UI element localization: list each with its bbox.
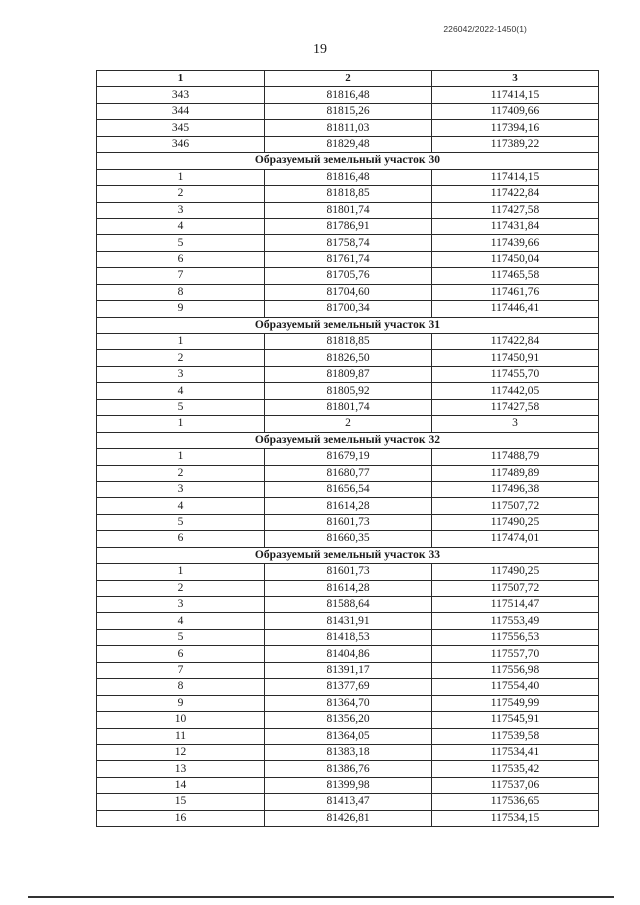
x-coordinate-cell: 81413,47 [265, 794, 432, 810]
x-coordinate-cell: 81816,48 [265, 87, 432, 103]
table-row [97, 580, 599, 596]
page-number: 19 [313, 42, 327, 57]
table-row [97, 366, 599, 382]
point-number-cell: 1 [97, 449, 265, 465]
point-number-cell: 1 [97, 564, 265, 580]
x-coordinate-cell: 81386,76 [265, 761, 432, 777]
x-coordinate-cell: 81801,74 [265, 399, 432, 415]
column-header-point: 1 [97, 71, 265, 87]
point-number-cell: 11 [97, 728, 265, 744]
column-header-y: 3 [432, 71, 599, 87]
y-coordinate-cell: 117556,53 [432, 629, 599, 645]
point-number-cell: 5 [97, 514, 265, 530]
table-row [97, 399, 599, 415]
x-coordinate-cell: 81660,35 [265, 531, 432, 547]
coordinates-table [96, 70, 599, 827]
x-coordinate-cell: 81809,87 [265, 366, 432, 382]
point-number-cell: 4 [97, 218, 265, 234]
x-coordinate-cell: 81815,26 [265, 103, 432, 119]
point-number-cell: 345 [97, 120, 265, 136]
y-coordinate-cell: 117409,66 [432, 103, 599, 119]
point-number-cell: 9 [97, 301, 265, 317]
x-coordinate-cell: 81758,74 [265, 235, 432, 251]
section-header-row [97, 153, 599, 169]
section-header-row [97, 317, 599, 333]
x-coordinate-cell: 81418,53 [265, 629, 432, 645]
y-coordinate-cell: 117442,05 [432, 383, 599, 399]
point-number-cell: 1 [97, 169, 265, 185]
x-coordinate-cell: 81404,86 [265, 646, 432, 662]
x-coordinate-cell: 81700,34 [265, 301, 432, 317]
table-row [97, 810, 599, 826]
x-coordinate-cell: 81399,98 [265, 777, 432, 793]
x-coordinate-cell: 81818,85 [265, 186, 432, 202]
y-coordinate-cell: 117450,91 [432, 350, 599, 366]
table-header [97, 71, 599, 87]
y-coordinate-cell: 117537,06 [432, 777, 599, 793]
x-coordinate-cell: 81377,69 [265, 679, 432, 695]
y-coordinate-cell: 117536,65 [432, 794, 599, 810]
y-coordinate-cell: 117507,72 [432, 498, 599, 514]
table-row [97, 301, 599, 317]
x-coordinate-cell: 81826,50 [265, 350, 432, 366]
table-row [97, 744, 599, 760]
point-number-cell: 2 [97, 465, 265, 481]
x-coordinate-cell: 81391,17 [265, 662, 432, 678]
section-header-row [97, 432, 599, 448]
y-coordinate-cell: 117556,98 [432, 662, 599, 678]
point-number-cell: 3 [97, 366, 265, 382]
table-row [97, 202, 599, 218]
table-row [97, 416, 599, 432]
section-title: Образуемый земельный участок 33 [97, 547, 599, 563]
x-coordinate-cell: 81431,91 [265, 613, 432, 629]
bottom-divider [28, 896, 614, 898]
point-number-cell: 6 [97, 646, 265, 662]
table-row [97, 465, 599, 481]
point-number-cell: 5 [97, 629, 265, 645]
y-coordinate-cell: 117414,15 [432, 169, 599, 185]
table-row [97, 613, 599, 629]
point-number-cell: 13 [97, 761, 265, 777]
table-row [97, 383, 599, 399]
y-coordinate-cell: 117422,84 [432, 186, 599, 202]
y-coordinate-cell: 117450,04 [432, 251, 599, 267]
x-coordinate-cell: 81588,64 [265, 597, 432, 613]
table-row [97, 629, 599, 645]
x-coordinate-cell: 81811,03 [265, 120, 432, 136]
y-coordinate-cell: 117488,79 [432, 449, 599, 465]
table-row [97, 564, 599, 580]
section-header-row [97, 547, 599, 563]
table-row [97, 169, 599, 185]
point-number-cell: 344 [97, 103, 265, 119]
table-row [97, 120, 599, 136]
point-number-cell: 7 [97, 268, 265, 284]
y-coordinate-cell: 117534,15 [432, 810, 599, 826]
point-number-cell: 5 [97, 399, 265, 415]
document-id: 226042/2022-1450(1) [443, 24, 527, 34]
x-coordinate-cell: 2 [265, 416, 432, 432]
y-coordinate-cell: 117394,16 [432, 120, 599, 136]
table-row [97, 235, 599, 251]
x-coordinate-cell: 81805,92 [265, 383, 432, 399]
table-row [97, 761, 599, 777]
x-coordinate-cell: 81614,28 [265, 580, 432, 596]
y-coordinate-cell: 117474,01 [432, 531, 599, 547]
y-coordinate-cell: 117431,84 [432, 218, 599, 234]
point-number-cell: 2 [97, 350, 265, 366]
table-row [97, 662, 599, 678]
point-number-cell: 10 [97, 712, 265, 728]
table-row [97, 218, 599, 234]
x-coordinate-cell: 81679,19 [265, 449, 432, 465]
y-coordinate-cell: 117427,58 [432, 202, 599, 218]
point-number-cell: 5 [97, 235, 265, 251]
y-coordinate-cell: 117465,58 [432, 268, 599, 284]
table-row [97, 186, 599, 202]
y-coordinate-cell: 117553,49 [432, 613, 599, 629]
y-coordinate-cell: 117489,89 [432, 465, 599, 481]
y-coordinate-cell: 117507,72 [432, 580, 599, 596]
x-coordinate-cell: 81818,85 [265, 334, 432, 350]
table-row [97, 251, 599, 267]
table-row [97, 350, 599, 366]
table-row [97, 334, 599, 350]
table-row [97, 695, 599, 711]
section-title: Образуемый земельный участок 32 [97, 432, 599, 448]
y-coordinate-cell: 117490,25 [432, 514, 599, 530]
x-coordinate-cell: 81364,70 [265, 695, 432, 711]
y-coordinate-cell: 3 [432, 416, 599, 432]
point-number-cell: 3 [97, 597, 265, 613]
y-coordinate-cell: 117557,70 [432, 646, 599, 662]
point-number-cell: 9 [97, 695, 265, 711]
y-coordinate-cell: 117539,58 [432, 728, 599, 744]
point-number-cell: 16 [97, 810, 265, 826]
point-number-cell: 15 [97, 794, 265, 810]
x-coordinate-cell: 81426,81 [265, 810, 432, 826]
x-coordinate-cell: 81786,91 [265, 218, 432, 234]
point-number-cell: 12 [97, 744, 265, 760]
point-number-cell: 6 [97, 251, 265, 267]
table-row [97, 728, 599, 744]
point-number-cell: 2 [97, 580, 265, 596]
point-number-cell: 4 [97, 613, 265, 629]
table-row [97, 777, 599, 793]
x-coordinate-cell: 81364,05 [265, 728, 432, 744]
header-row [97, 71, 599, 87]
x-coordinate-cell: 81601,73 [265, 564, 432, 580]
table-row [97, 284, 599, 300]
table-row [97, 103, 599, 119]
y-coordinate-cell: 117545,91 [432, 712, 599, 728]
point-number-cell: 2 [97, 186, 265, 202]
point-number-cell: 1 [97, 416, 265, 432]
x-coordinate-cell: 81816,48 [265, 169, 432, 185]
point-number-cell: 3 [97, 202, 265, 218]
column-header-x: 2 [265, 71, 432, 87]
table-row [97, 449, 599, 465]
x-coordinate-cell: 81614,28 [265, 498, 432, 514]
y-coordinate-cell: 117549,99 [432, 695, 599, 711]
x-coordinate-cell: 81704,60 [265, 284, 432, 300]
point-number-cell: 7 [97, 662, 265, 678]
point-number-cell: 3 [97, 481, 265, 497]
y-coordinate-cell: 117514,47 [432, 597, 599, 613]
section-title: Образуемый земельный участок 31 [97, 317, 599, 333]
table-row [97, 136, 599, 152]
table-row [97, 597, 599, 613]
point-number-cell: 346 [97, 136, 265, 152]
y-coordinate-cell: 117496,38 [432, 481, 599, 497]
table-row [97, 87, 599, 103]
y-coordinate-cell: 117455,70 [432, 366, 599, 382]
point-number-cell: 4 [97, 383, 265, 399]
table-row [97, 268, 599, 284]
x-coordinate-cell: 81761,74 [265, 251, 432, 267]
point-number-cell: 1 [97, 334, 265, 350]
y-coordinate-cell: 117389,22 [432, 136, 599, 152]
x-coordinate-cell: 81705,76 [265, 268, 432, 284]
x-coordinate-cell: 81801,74 [265, 202, 432, 218]
y-coordinate-cell: 117535,42 [432, 761, 599, 777]
x-coordinate-cell: 81680,77 [265, 465, 432, 481]
y-coordinate-cell: 117414,15 [432, 87, 599, 103]
y-coordinate-cell: 117422,84 [432, 334, 599, 350]
x-coordinate-cell: 81656,54 [265, 481, 432, 497]
table-row [97, 531, 599, 547]
section-title: Образуемый земельный участок 30 [97, 153, 599, 169]
x-coordinate-cell: 81383,18 [265, 744, 432, 760]
y-coordinate-cell: 117446,41 [432, 301, 599, 317]
y-coordinate-cell: 117439,66 [432, 235, 599, 251]
point-number-cell: 343 [97, 87, 265, 103]
y-coordinate-cell: 117534,41 [432, 744, 599, 760]
y-coordinate-cell: 117554,40 [432, 679, 599, 695]
point-number-cell: 4 [97, 498, 265, 514]
table-row [97, 498, 599, 514]
x-coordinate-cell: 81829,48 [265, 136, 432, 152]
table-row [97, 794, 599, 810]
table-row [97, 679, 599, 695]
table-row [97, 646, 599, 662]
y-coordinate-cell: 117461,76 [432, 284, 599, 300]
y-coordinate-cell: 117490,25 [432, 564, 599, 580]
table-row [97, 712, 599, 728]
point-number-cell: 14 [97, 777, 265, 793]
table-body [97, 87, 599, 827]
table-row [97, 514, 599, 530]
table-row [97, 481, 599, 497]
x-coordinate-cell: 81601,73 [265, 514, 432, 530]
point-number-cell: 8 [97, 679, 265, 695]
point-number-cell: 8 [97, 284, 265, 300]
x-coordinate-cell: 81356,20 [265, 712, 432, 728]
y-coordinate-cell: 117427,58 [432, 399, 599, 415]
point-number-cell: 6 [97, 531, 265, 547]
